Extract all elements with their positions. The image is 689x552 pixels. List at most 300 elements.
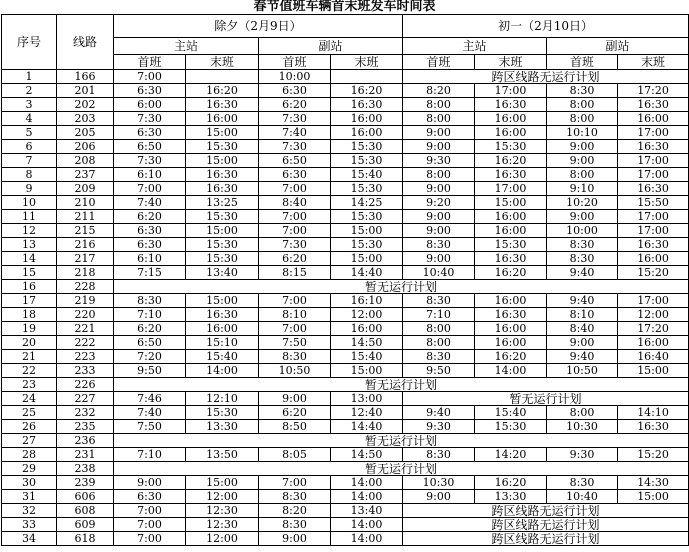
header-day1-sub: 副站 [259,38,403,55]
table-body [2,70,689,546]
row-seq: 12 [2,224,57,238]
last-departure-cell: 12:00 [618,308,689,322]
first-departure-cell: 8:00 [547,98,618,112]
last-departure-cell: 16:20 [475,350,547,364]
last-departure-cell: 13:30 [475,490,547,504]
last-departure-cell: 12:00 [331,308,403,322]
last-departure-cell: 16:00 [618,252,689,266]
first-departure-cell: 6:20 [114,322,186,336]
first-departure-cell: 7:40 [259,126,331,140]
row-route: 238 [57,462,114,476]
row-route: 220 [57,308,114,322]
row-route: 232 [57,406,114,420]
last-departure-cell: 15:30 [186,406,259,420]
row-route: 618 [57,532,114,546]
last-departure-cell: 16:00 [475,126,547,140]
last-departure-cell: 12:10 [186,392,259,406]
table-row [2,252,689,266]
no-plan-note: 跨区线路无运行计划 [491,70,600,84]
last-departure-cell: 15:40 [331,168,403,182]
row-note-day2 [403,518,689,532]
first-departure-cell: 9:00 [547,154,618,168]
first-departure-cell: 8:00 [403,112,475,126]
last-departure-cell: 17:20 [618,322,689,336]
first-departure-cell: 9:00 [114,476,186,490]
last-departure-cell: 16:30 [618,238,689,252]
table-row [2,70,689,84]
first-departure-cell: 6:30 [259,168,331,182]
table-row [2,168,689,182]
row-seq: 29 [2,462,57,476]
first-departure-cell: 9:20 [403,196,475,210]
last-departure-cell: 16:30 [475,252,547,266]
first-departure-cell: 10:30 [547,420,618,434]
first-departure-cell: 8:30 [547,84,618,98]
first-departure-cell: 6:10 [114,252,186,266]
last-departure-cell: 16:00 [331,126,403,140]
no-plan-note: 暂无运行计划 [365,462,438,476]
first-departure-cell: 7:00 [259,182,331,196]
row-seq: 14 [2,252,57,266]
first-departure-cell: 6:30 [114,238,186,252]
row-note-day2 [403,70,689,84]
row-route: 216 [57,238,114,252]
first-departure-cell: 6:30 [114,84,186,98]
header-day1-main: 主站 [114,38,259,55]
first-departure-cell: 7:30 [259,238,331,252]
last-departure-cell: 15:00 [186,126,259,140]
row-route: 236 [57,434,114,448]
first-departure-cell: 8:10 [547,308,618,322]
first-departure-cell: 9:00 [259,392,331,406]
last-departure-cell: 15:00 [475,196,547,210]
first-departure-cell: 8:40 [259,196,331,210]
last-departure-cell: 16:00 [331,112,403,126]
table-row [2,434,689,448]
first-departure-cell: 7:50 [114,420,186,434]
first-departure-cell: 7:00 [259,224,331,238]
row-route: 223 [57,350,114,364]
last-departure-cell: 14:50 [331,336,403,350]
first-departure-cell: 7:40 [114,196,186,210]
last-departure-cell: 15:30 [331,154,403,168]
last-departure-cell: 16:00 [475,224,547,238]
first-departure-cell: 10:10 [547,126,618,140]
last-departure-cell: 14:00 [331,476,403,490]
table-row [2,322,689,336]
first-departure-cell: 9:00 [403,224,475,238]
row-route: 206 [57,140,114,154]
last-departure-cell: 17:00 [618,154,689,168]
last-departure-cell: 12:30 [186,518,259,532]
row-route: 215 [57,224,114,238]
first-departure-cell: 8:05 [259,448,331,462]
row-note [114,462,689,476]
last-departure-cell: 16:00 [618,112,689,126]
last-departure-cell: 16:00 [186,112,259,126]
header-first: 首班 [114,55,186,70]
first-departure-cell: 8:30 [114,294,186,308]
last-departure-cell: 15:30 [475,140,547,154]
first-departure-cell: 9:40 [547,294,618,308]
table-row [2,378,689,392]
last-departure-cell: 13:50 [186,448,259,462]
first-departure-cell: 7:50 [259,336,331,350]
table-row [2,490,689,504]
last-departure-cell: 15:10 [186,336,259,350]
header-seq: 序号 [2,15,57,70]
header-route: 线路 [57,15,114,70]
row-seq: 27 [2,434,57,448]
row-seq: 20 [2,336,57,350]
first-departure-cell: 6:20 [259,252,331,266]
row-seq: 26 [2,420,57,434]
first-departure-cell: 7:10 [114,448,186,462]
last-departure-cell: 15:00 [331,224,403,238]
first-departure-cell: 9:40 [547,266,618,280]
no-plan-note: 跨区线路无运行计划 [491,532,600,546]
last-departure-cell: 15:30 [331,182,403,196]
row-seq: 16 [2,280,57,294]
first-departure-cell: 6:10 [114,168,186,182]
row-seq: 28 [2,448,57,462]
row-seq: 23 [2,378,57,392]
last-departure-cell: 16:30 [475,308,547,322]
last-departure-cell: 13:40 [186,266,259,280]
first-departure-cell: 7:15 [114,266,186,280]
last-departure-cell: 15:00 [186,154,259,168]
last-departure-cell: 17:20 [618,84,689,98]
table-row [2,504,689,518]
last-departure-cell: 15:00 [331,364,403,378]
first-departure-cell: 10:00 [547,224,618,238]
first-departure-cell: 6:00 [114,98,186,112]
last-departure-cell: 16:30 [475,98,547,112]
no-plan-note: 跨区线路无运行计划 [491,518,600,532]
row-note [114,378,689,392]
schedule-table [1,14,689,546]
first-departure-cell: 6:20 [259,406,331,420]
row-seq: 24 [2,392,57,406]
no-plan-note: 暂无运行计划 [509,392,582,406]
first-departure-cell: 9:00 [403,126,475,140]
row-seq: 31 [2,490,57,504]
row-route: 219 [57,294,114,308]
last-departure-cell: 13:25 [186,196,259,210]
row-route: 201 [57,84,114,98]
last-departure-cell: 15:30 [475,238,547,252]
last-departure-cell: 16:30 [618,98,689,112]
first-departure-cell: 9:40 [547,350,618,364]
table-row [2,420,689,434]
table-row [2,476,689,490]
last-departure-cell: 16:00 [331,322,403,336]
last-departure-cell: 13:40 [331,504,403,518]
last-departure-cell: 14:40 [331,420,403,434]
table-row [2,196,689,210]
first-departure-cell: 10:20 [547,196,618,210]
last-departure-cell: 16:00 [475,294,547,308]
table-row [2,280,689,294]
last-departure-cell: 15:30 [186,252,259,266]
row-route: 609 [57,518,114,532]
first-departure-cell: 9:00 [547,336,618,350]
last-departure-cell: 17:00 [475,182,547,196]
row-seq: 25 [2,406,57,420]
row-route: 237 [57,168,114,182]
table-row [2,182,689,196]
last-departure-cell: 15:00 [618,364,689,378]
first-departure-cell: 8:00 [403,336,475,350]
row-note-day2 [403,504,689,518]
table-row [2,112,689,126]
row-route: 208 [57,154,114,168]
last-departure-cell: 16:10 [331,294,403,308]
first-departure-cell: 10:50 [259,364,331,378]
first-departure-cell: 6:50 [114,140,186,154]
table-row [2,126,689,140]
row-seq: 7 [2,154,57,168]
last-departure-cell: 15:20 [618,448,689,462]
last-departure-cell: 14:40 [331,266,403,280]
row-route: 227 [57,392,114,406]
first-departure-cell: 7:30 [114,154,186,168]
no-plan-note: 暂无运行计划 [365,378,438,392]
first-departure-cell: 6:50 [259,154,331,168]
row-note-day2 [403,392,689,406]
table-row [2,154,689,168]
first-departure-cell: 8:00 [547,406,618,420]
page-title: 春节值班车辆首末班发车时间表 [253,0,436,14]
first-departure-cell: 7:00 [259,210,331,224]
table-row [2,266,689,280]
row-seq: 21 [2,350,57,364]
first-departure-cell: 8:30 [403,294,475,308]
first-departure-cell: 8:20 [403,84,475,98]
first-departure-cell: 9:00 [403,252,475,266]
first-departure-cell: 9:00 [403,182,475,196]
table-row [2,532,689,546]
header-last: 末班 [186,55,259,70]
last-departure-cell: 14:00 [186,364,259,378]
first-departure-cell: 7:20 [114,350,186,364]
last-departure-cell: 12:30 [186,504,259,518]
table-row [2,406,689,420]
row-seq: 3 [2,98,57,112]
row-seq: 8 [2,168,57,182]
table-row [2,336,689,350]
last-departure-cell: 16:00 [475,336,547,350]
last-departure-cell: 12:40 [331,406,403,420]
first-departure-cell: 7:46 [114,392,186,406]
header-first: 首班 [403,55,475,70]
last-departure-cell: 16:00 [475,322,547,336]
last-departure-cell: 14:00 [331,490,403,504]
first-departure-cell: 8:00 [547,112,618,126]
last-departure-cell: 16:00 [186,322,259,336]
first-departure-cell: 10:40 [403,266,475,280]
table-row [2,210,689,224]
no-plan-note: 暂无运行计划 [365,280,438,294]
last-departure-cell: 13:30 [186,420,259,434]
last-departure-cell: 17:00 [618,224,689,238]
first-departure-cell: 8:30 [547,238,618,252]
first-departure-cell: 8:10 [259,308,331,322]
table-row [2,84,689,98]
last-departure-cell: 15:00 [618,490,689,504]
first-departure-cell: 6:30 [114,490,186,504]
row-seq: 13 [2,238,57,252]
row-seq: 32 [2,504,57,518]
first-departure-cell: 8:30 [403,238,475,252]
row-seq: 19 [2,322,57,336]
last-departure-cell: 16:00 [475,112,547,126]
last-departure-cell: 12:00 [186,490,259,504]
header-first: 首班 [547,55,618,70]
first-departure-cell: 7:00 [259,294,331,308]
first-departure-cell: 7:00 [114,70,186,84]
last-departure-cell: 15:40 [475,406,547,420]
first-departure-cell: 8:30 [403,350,475,364]
row-note [114,434,689,448]
header-day2: 初一（2月10日） [403,15,689,38]
header-day2-main: 主站 [403,38,547,55]
row-route: 222 [57,336,114,350]
first-departure-cell: 7:30 [259,140,331,154]
row-route: 226 [57,378,114,392]
row-seq: 10 [2,196,57,210]
last-departure-cell: 14:25 [331,196,403,210]
last-departure-cell [331,70,403,84]
no-plan-note: 暂无运行计划 [365,434,438,448]
row-seq: 5 [2,126,57,140]
last-departure-cell: 15:30 [331,238,403,252]
first-departure-cell: 9:00 [547,210,618,224]
last-departure-cell: 15:30 [331,210,403,224]
first-departure-cell: 7:00 [114,504,186,518]
last-departure-cell: 14:00 [331,532,403,546]
last-departure-cell: 16:30 [618,140,689,154]
last-departure-cell: 15:00 [186,224,259,238]
row-route: 239 [57,476,114,490]
first-departure-cell: 9:00 [403,490,475,504]
first-departure-cell: 9:10 [547,182,618,196]
first-departure-cell: 9:00 [259,532,331,546]
last-departure-cell: 16:30 [475,168,547,182]
first-departure-cell: 7:00 [114,532,186,546]
last-departure-cell: 14:20 [475,448,547,462]
last-departure-cell: 15:30 [331,140,403,154]
row-route: 221 [57,322,114,336]
last-departure-cell: 16:30 [186,98,259,112]
last-departure-cell: 16:30 [186,308,259,322]
row-route: 233 [57,364,114,378]
first-departure-cell: 9:30 [403,420,475,434]
table-row [2,308,689,322]
row-seq: 1 [2,70,57,84]
table-row [2,98,689,112]
first-departure-cell: 9:00 [403,140,475,154]
first-departure-cell: 7:00 [114,182,186,196]
first-departure-cell: 6:20 [114,210,186,224]
last-departure-cell: 17:00 [618,126,689,140]
row-route: 217 [57,252,114,266]
last-departure-cell: 16:30 [186,182,259,196]
header-last: 末班 [618,55,689,70]
row-route: 205 [57,126,114,140]
last-departure-cell: 15:30 [186,238,259,252]
last-departure-cell: 16:40 [618,350,689,364]
last-departure-cell: 17:00 [618,294,689,308]
table-row [2,140,689,154]
first-departure-cell: 6:20 [259,98,331,112]
table-row [2,350,689,364]
last-departure-cell: 16:00 [475,210,547,224]
last-departure-cell [186,70,259,84]
row-seq: 6 [2,140,57,154]
row-route: 218 [57,266,114,280]
row-seq: 9 [2,182,57,196]
last-departure-cell: 14:00 [475,364,547,378]
first-departure-cell: 6:30 [259,84,331,98]
row-note [114,280,689,294]
first-departure-cell: 7:40 [114,406,186,420]
last-departure-cell: 15:20 [618,266,689,280]
last-departure-cell: 16:20 [186,84,259,98]
last-departure-cell: 16:00 [618,336,689,350]
row-seq: 30 [2,476,57,490]
row-route: 231 [57,448,114,462]
first-departure-cell: 8:30 [547,476,618,490]
row-route: 211 [57,210,114,224]
last-departure-cell: 16:30 [618,420,689,434]
header-day2-sub: 副站 [547,38,689,55]
first-departure-cell: 8:50 [259,420,331,434]
row-note-day2 [403,532,689,546]
first-departure-cell: 8:00 [403,168,475,182]
table-row [2,364,689,378]
last-departure-cell: 16:30 [186,168,259,182]
first-departure-cell: 9:40 [403,406,475,420]
first-departure-cell: 7:00 [259,476,331,490]
row-seq: 2 [2,84,57,98]
row-seq: 18 [2,308,57,322]
row-route: 228 [57,280,114,294]
row-seq: 11 [2,210,57,224]
last-departure-cell: 15:50 [618,196,689,210]
last-departure-cell: 15:40 [186,350,259,364]
last-departure-cell: 14:00 [331,518,403,532]
first-departure-cell: 10:40 [547,490,618,504]
first-departure-cell: 7:30 [114,112,186,126]
first-departure-cell: 8:30 [403,448,475,462]
first-departure-cell: 8:30 [259,518,331,532]
last-departure-cell: 16:20 [475,476,547,490]
row-seq: 4 [2,112,57,126]
last-departure-cell: 13:00 [331,392,403,406]
first-departure-cell: 6:30 [114,126,186,140]
row-route: 209 [57,182,114,196]
table-row [2,448,689,462]
first-departure-cell: 9:30 [403,154,475,168]
first-departure-cell: 7:10 [403,308,475,322]
first-departure-cell: 7:30 [259,112,331,126]
first-departure-cell: 6:30 [114,224,186,238]
row-route: 210 [57,196,114,210]
first-departure-cell: 8:30 [259,490,331,504]
first-departure-cell: 6:50 [114,336,186,350]
header-last: 末班 [331,55,403,70]
